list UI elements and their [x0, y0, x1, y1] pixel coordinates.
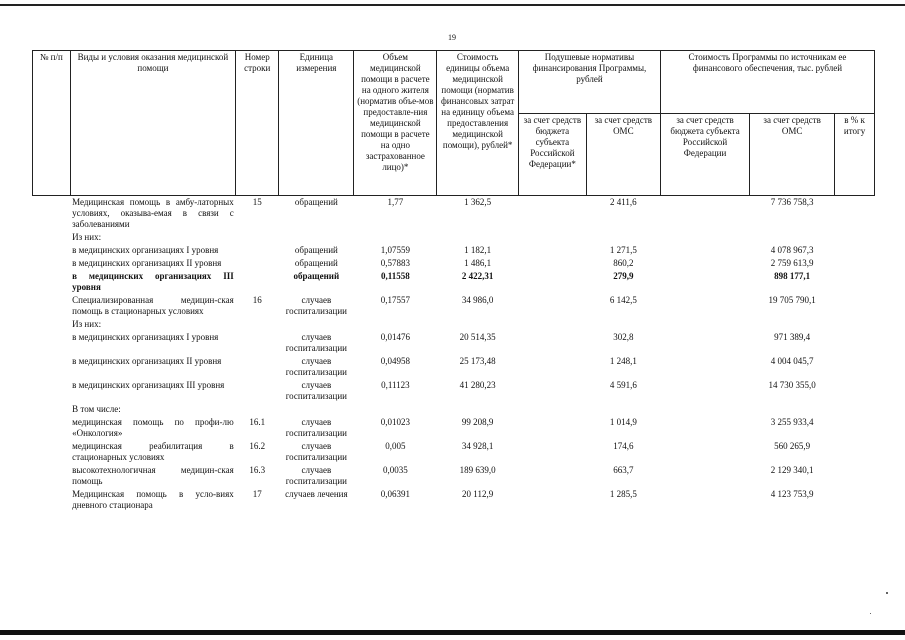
- cell-line: [236, 331, 279, 355]
- cell-volume: 0,06391: [380, 489, 410, 499]
- cell-cost-oms: [750, 403, 835, 416]
- cell-cost-budget: [660, 403, 749, 416]
- cell-line: 17: [252, 489, 262, 499]
- cell-cost-budget: [660, 416, 749, 440]
- cell-num: [33, 294, 71, 318]
- cell-name: Медицинская помощь в усло-виях дневного стационара: [72, 489, 234, 510]
- cell-unit: [279, 403, 354, 416]
- cell-unit: случаев госпитализации: [285, 465, 347, 486]
- cell-name: в медицинских организациях III уровня: [72, 271, 234, 292]
- cell-pc-oms: 663,7: [613, 465, 634, 475]
- cell-cost-oms: [750, 231, 835, 244]
- header-volume: Объем медицинской помощи в расчете на одного жителя (норматив объе-мов предоставле-ния медицинской помощи в расчете на одно застрахованное лицо)*: [354, 51, 437, 196]
- cell-pc-oms: 2 411,6: [609, 197, 637, 207]
- cell-cost: 25 173,48: [459, 356, 496, 366]
- cell-cost-pct: [835, 416, 875, 440]
- bottom-border-line: [0, 630, 905, 635]
- cell-cost-oms: 971 389,4: [774, 332, 811, 342]
- cell-cost-budget: [660, 294, 749, 318]
- cell-name: Медицинская помощь в амбу-латорных условиях, оказыва-емая в связи с заболеваниями: [72, 197, 234, 229]
- cell-pc-budget: [519, 464, 587, 488]
- cell-volume: [354, 318, 437, 331]
- table-row: [33, 416, 875, 440]
- cell-line: 15: [252, 197, 262, 207]
- cell-unit: случаев лечения: [285, 489, 348, 499]
- cell-name: в медицинских организациях I уровня: [72, 332, 219, 342]
- cell-cost-pct: [835, 270, 875, 294]
- cell-cost-pct: [835, 488, 875, 512]
- cell-cost-pct: [835, 331, 875, 355]
- table-row: [33, 379, 875, 403]
- header-cost-pct: в % к итогу: [835, 114, 875, 196]
- table-row: [33, 318, 875, 331]
- cell-cost-oms: 4 078 967,3: [770, 245, 814, 255]
- cell-pc-oms: 279,9: [613, 271, 634, 281]
- table-row: [33, 244, 875, 257]
- cell-pc-oms: 4 591,6: [609, 380, 637, 390]
- cell-cost: 99 208,9: [461, 417, 494, 427]
- cell-pc-oms: 1 248,1: [609, 356, 637, 366]
- header-row-no: Номер строки: [236, 51, 279, 196]
- cell-line: [236, 231, 279, 244]
- cell-cost-budget: [660, 440, 749, 464]
- cell-cost-pct: [835, 318, 875, 331]
- financing-table: [32, 50, 875, 512]
- cell-cost-pct: [835, 196, 875, 232]
- cell-cost-pct: [835, 294, 875, 318]
- cell-volume: 0,0035: [383, 465, 408, 475]
- cell-unit: случаев госпитализации: [285, 441, 347, 462]
- cell-cost-pct: [835, 440, 875, 464]
- cell-pc-budget: [519, 440, 587, 464]
- cell-unit: обращений: [294, 245, 338, 255]
- header-pc-budget: за счет средств бюджета субъекта Российской Федерации*: [519, 114, 587, 196]
- cell-pc-oms: 174,6: [613, 441, 634, 451]
- cell-cost-pct: [835, 231, 875, 244]
- header-cost: Стоимость единицы объема медицинской помощи (норматив финансовых затрат на единицу объема предоставления медицинской помощи), рублей*: [437, 51, 519, 196]
- cell-cost-pct: [835, 464, 875, 488]
- cell-cost-budget: [660, 488, 749, 512]
- cell-cost: 20 514,35: [459, 332, 496, 342]
- cell-cost: [437, 231, 519, 244]
- cell-line: [236, 318, 279, 331]
- header-num: № п/п: [33, 51, 71, 196]
- cell-name: Специализированная медицин-ская помощь в стационарных условиях: [72, 295, 234, 316]
- cell-pc-budget: [519, 257, 587, 270]
- header-unit: Единица измерения: [279, 51, 354, 196]
- cell-cost-oms: 2 129 340,1: [770, 465, 814, 475]
- cell-cost-budget: [660, 244, 749, 257]
- cell-num: [33, 270, 71, 294]
- table-row: [33, 440, 875, 464]
- cell-cost-oms: 3 255 933,4: [770, 417, 814, 427]
- cell-line: [236, 355, 279, 379]
- cell-cost-oms: 7 736 758,3: [770, 197, 814, 207]
- cell-pc-oms: 6 142,5: [609, 295, 637, 305]
- cell-volume: 0,01023: [380, 417, 410, 427]
- cell-volume: 0,04958: [380, 356, 410, 366]
- cell-cost: 2 422,31: [461, 271, 494, 281]
- cell-pc-budget: [519, 355, 587, 379]
- cell-unit: случаев госпитализации: [285, 332, 347, 353]
- cell-cost-budget: [660, 257, 749, 270]
- cell-num: [33, 196, 71, 232]
- cell-line: [236, 379, 279, 403]
- header-program-cost: Стоимость Программы по источникам ее финансового обеспечения, тыс. рублей: [660, 51, 874, 114]
- table-header: [33, 51, 875, 196]
- cell-cost-budget: [660, 464, 749, 488]
- cell-pc-budget: [519, 331, 587, 355]
- scan-speck: [886, 592, 888, 594]
- cell-name: в медицинских организациях III уровня: [72, 380, 225, 390]
- cell-pc-oms: 860,2: [613, 258, 634, 268]
- cell-volume: 0,11123: [381, 380, 410, 390]
- cell-cost-pct: [835, 355, 875, 379]
- cell-cost-oms: 4 004 045,7: [770, 356, 814, 366]
- cell-num: [33, 231, 71, 244]
- cell-num: [33, 416, 71, 440]
- cell-cost: 34 928,1: [461, 441, 494, 451]
- cell-volume: 0,57883: [380, 258, 410, 268]
- cell-pc-budget: [519, 379, 587, 403]
- page-number: 19: [448, 33, 456, 42]
- cell-unit: случаев госпитализации: [285, 295, 347, 316]
- cell-unit: случаев госпитализации: [285, 417, 347, 438]
- cell-volume: 0,11558: [381, 271, 410, 281]
- cell-num: [33, 488, 71, 512]
- table-row: [33, 196, 875, 232]
- cell-pc-budget: [519, 294, 587, 318]
- cell-pc-budget: [519, 416, 587, 440]
- table-row: [33, 464, 875, 488]
- cell-line: 16: [252, 295, 262, 305]
- cell-cost-oms: 560 265,9: [774, 441, 811, 451]
- cell-cost-pct: [835, 403, 875, 416]
- cell-pc-oms: 302,8: [613, 332, 634, 342]
- cell-cost: 1 182,1: [464, 245, 492, 255]
- cell-unit: обращений: [294, 258, 338, 268]
- cell-pc-budget: [519, 488, 587, 512]
- table-row: [33, 403, 875, 416]
- header-types: Виды и условия оказания медицинской помощи: [70, 51, 236, 196]
- cell-cost: [437, 403, 519, 416]
- scan-speck: [870, 613, 871, 614]
- table-body: [33, 196, 875, 513]
- cell-cost: 41 280,23: [459, 380, 496, 390]
- cell-name: медицинская реабилитация в стационарных условиях: [72, 441, 234, 462]
- cell-line: [236, 270, 279, 294]
- cell-unit: [279, 231, 354, 244]
- cell-pc-oms: [586, 318, 660, 331]
- table-row: [33, 488, 875, 512]
- cell-num: [33, 318, 71, 331]
- cell-cost: [437, 318, 519, 331]
- cell-cost-oms: 19 705 790,1: [768, 295, 816, 305]
- cell-volume: 0,005: [385, 441, 406, 451]
- cell-cost-budget: [660, 196, 749, 232]
- cell-num: [33, 379, 71, 403]
- table-row: [33, 257, 875, 270]
- cell-unit: случаев госпитализации: [285, 380, 347, 401]
- header-cost-budget: за счет средств бюджета субъекта Российской Федерации: [660, 114, 749, 196]
- cell-name: в медицинских организациях II уровня: [72, 258, 222, 268]
- cell-pc-budget: [519, 270, 587, 294]
- cell-name: в медицинских организациях I уровня: [72, 245, 219, 255]
- cell-name: в медицинских организациях II уровня: [72, 356, 222, 366]
- cell-num: [33, 355, 71, 379]
- cell-name: медицинская помощь по профи-лю «Онкология»: [72, 417, 234, 438]
- cell-pc-oms: 1 285,5: [609, 489, 637, 499]
- cell-line: [236, 244, 279, 257]
- table-row: [33, 231, 875, 244]
- header-pc-oms: за счет средств ОМС: [586, 114, 660, 196]
- cell-cost-pct: [835, 244, 875, 257]
- table-row: [33, 355, 875, 379]
- table-row: [33, 331, 875, 355]
- cell-unit: обращений: [294, 197, 338, 207]
- cell-pc-budget: [519, 196, 587, 232]
- cell-volume: [354, 231, 437, 244]
- cell-cost-oms: 898 177,1: [774, 271, 811, 281]
- cell-cost-pct: [835, 257, 875, 270]
- cell-name: Из них:: [72, 232, 102, 242]
- cell-cost-budget: [660, 355, 749, 379]
- cell-pc-oms: 1 014,9: [609, 417, 637, 427]
- cell-cost-oms: 2 759 613,9: [770, 258, 814, 268]
- cell-unit: случаев госпитализации: [285, 356, 347, 377]
- cell-line: 16.3: [249, 465, 266, 475]
- cell-line: [236, 403, 279, 416]
- cell-num: [33, 331, 71, 355]
- cell-num: [33, 257, 71, 270]
- cell-cost-budget: [660, 231, 749, 244]
- cell-cost-budget: [660, 379, 749, 403]
- cell-pc-oms: [586, 403, 660, 416]
- cell-num: [33, 440, 71, 464]
- cell-cost: 189 639,0: [459, 465, 496, 475]
- cell-volume: [354, 403, 437, 416]
- cell-volume: 0,01476: [380, 332, 410, 342]
- cell-cost-pct: [835, 379, 875, 403]
- cell-cost: 1 362,5: [464, 197, 492, 207]
- cell-cost-budget: [660, 331, 749, 355]
- table-row: [33, 270, 875, 294]
- cell-cost: 20 112,9: [462, 489, 494, 499]
- table-row: [33, 294, 875, 318]
- cell-num: [33, 403, 71, 416]
- cell-cost-oms: 4 123 753,9: [770, 489, 814, 499]
- header-per-capita: Подушевые нормативы финансирования Программы, рублей: [519, 51, 661, 114]
- cell-volume: 1,07559: [380, 245, 410, 255]
- cell-cost-oms: [750, 318, 835, 331]
- cell-volume: 1,77: [387, 197, 404, 207]
- cell-cost-budget: [660, 270, 749, 294]
- cell-pc-oms: [586, 231, 660, 244]
- cell-cost: 34 986,0: [461, 295, 494, 305]
- cell-name: Из них:: [72, 319, 102, 329]
- top-border-line: [0, 4, 905, 6]
- cell-pc-budget: [519, 244, 587, 257]
- cell-unit: [279, 318, 354, 331]
- cell-pc-budget: [519, 231, 587, 244]
- cell-cost: 1 486,1: [464, 258, 492, 268]
- header-cost-oms: за счет средств ОМС: [750, 114, 835, 196]
- cell-num: [33, 244, 71, 257]
- cell-volume: 0,17557: [380, 295, 410, 305]
- cell-pc-budget: [519, 318, 587, 331]
- cell-unit: обращений: [293, 271, 340, 281]
- cell-pc-oms: 1 271,5: [609, 245, 637, 255]
- cell-cost-budget: [660, 318, 749, 331]
- cell-line: 16.1: [249, 417, 266, 427]
- cell-line: [236, 257, 279, 270]
- cell-num: [33, 464, 71, 488]
- cell-name: В том числе:: [72, 404, 121, 414]
- cell-name: высокотехнологичная медицин-ская помощь: [72, 465, 234, 486]
- cell-line: 16.2: [249, 441, 266, 451]
- cell-pc-budget: [519, 403, 587, 416]
- cell-cost-oms: 14 730 355,0: [768, 380, 816, 390]
